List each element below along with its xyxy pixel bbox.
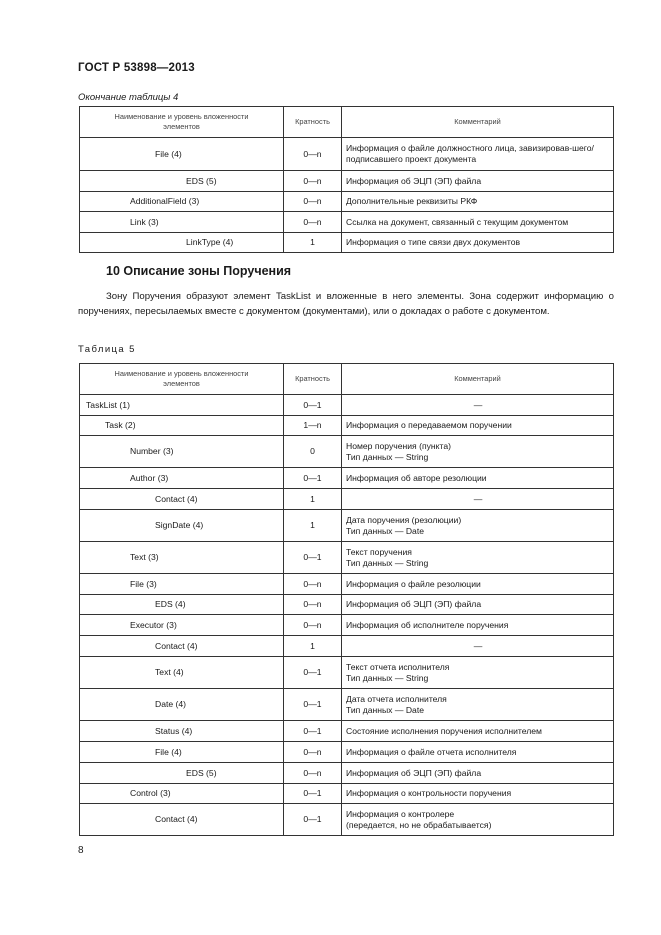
comment-cell (342, 742, 614, 763)
comment-line: Информация о файле отчета исполнителя (346, 746, 517, 757)
comment-line: Информация об ЭЦП (ЭП) файла (346, 767, 482, 778)
comment-cell (342, 595, 614, 615)
element-name-cell: EDS (5) (80, 171, 284, 192)
element-name-cell: Executor (3) (80, 615, 284, 636)
comment-line-2: Тип данных — String (346, 672, 429, 683)
comment-line: — (473, 399, 483, 410)
comment-cell (342, 542, 614, 574)
comment-cell (342, 233, 614, 253)
element-name-cell: Contact (4) (80, 489, 284, 510)
table-row (80, 636, 614, 657)
comment-cell (342, 468, 614, 489)
comment-line: Информация о контролере (346, 808, 455, 819)
multiplicity-cell: 1 (284, 510, 342, 542)
element-name-cell: Author (3) (80, 468, 284, 489)
multiplicity-cell: 0—1 (284, 468, 342, 489)
multiplicity-cell: 0—n (284, 595, 342, 615)
column-header-name: Наименование и уровень вложенности элементов (80, 364, 284, 395)
comment-line-2: Тип данных — Date (346, 704, 424, 715)
element-name-cell: Task (2) (80, 416, 284, 436)
table-header-row (80, 364, 614, 395)
comment-cell (342, 657, 614, 689)
column-header-comment: Комментарий (342, 107, 614, 138)
table5-caption: Таблица 5 (78, 344, 136, 355)
multiplicity-cell: 0—1 (284, 395, 342, 416)
comment-line: Информация об ЭЦП (ЭП) файла (346, 175, 482, 186)
comment-cell (342, 138, 614, 171)
comment-cell (342, 395, 614, 416)
comment-line: Информация о файле должностного лица, завизировав-шего/подписавшего проект документа (346, 143, 594, 164)
multiplicity-cell: 0—1 (284, 542, 342, 574)
table-row (80, 742, 614, 763)
element-name-cell: EDS (5) (80, 763, 284, 784)
multiplicity-cell: 0—1 (284, 784, 342, 804)
comment-cell (342, 721, 614, 742)
element-name-cell: Control (3) (80, 784, 284, 804)
comment-cell (342, 489, 614, 510)
table-row (80, 171, 614, 192)
comment-cell (342, 615, 614, 636)
table4-caption: Окончание таблицы 4 (78, 92, 179, 103)
comment-cell (342, 636, 614, 657)
table-row (80, 763, 614, 784)
multiplicity-cell: 0—1 (284, 657, 342, 689)
comment-cell (342, 171, 614, 192)
document-header: ГОСТ Р 53898—2013 (78, 62, 195, 74)
comment-line: Состояние исполнения поручения исполнителем (346, 725, 542, 736)
element-name-cell: File (4) (80, 138, 284, 171)
element-name-cell: Link (3) (80, 212, 284, 233)
table-row (80, 416, 614, 436)
page-number: 8 (78, 845, 84, 856)
comment-cell (342, 416, 614, 436)
comment-line-2: Тип данных — String (346, 557, 429, 568)
column-header-multiplicity: Кратность (284, 364, 342, 395)
table-row (80, 689, 614, 721)
element-name-cell: LinkType (4) (80, 233, 284, 253)
paragraph-text: Зону Поручения образуют элемент TaskList и вложенные в него элементы. Зона содержит информацию о поручениях, пересылаемых вместе с документом (документами), или о докладах о работе с документом. (78, 291, 614, 317)
comment-line: Информация об исполнителе поручения (346, 619, 509, 630)
table4-body (80, 138, 614, 253)
comment-cell (342, 436, 614, 468)
element-name-cell: TaskList (1) (80, 395, 284, 416)
section-title: 10 Описание зоны Поручения (106, 264, 292, 278)
element-name-cell: Contact (4) (80, 636, 284, 657)
table-row (80, 595, 614, 615)
element-name-cell: File (3) (80, 574, 284, 595)
element-name-cell: File (4) (80, 742, 284, 763)
multiplicity-cell: 1 (284, 233, 342, 253)
multiplicity-cell: 0—n (284, 574, 342, 595)
element-name-cell: Contact (4) (80, 804, 284, 836)
multiplicity-cell: 0 (284, 436, 342, 468)
table-row (80, 721, 614, 742)
multiplicity-cell: 0—1 (284, 689, 342, 721)
comment-cell (342, 510, 614, 542)
comment-line: — (473, 493, 483, 504)
multiplicity-cell: 0—n (284, 192, 342, 212)
table-row (80, 615, 614, 636)
multiplicity-cell: 0—n (284, 615, 342, 636)
multiplicity-cell: 0—n (284, 763, 342, 784)
table-row (80, 192, 614, 212)
comment-cell (342, 212, 614, 233)
element-name-cell: SignDate (4) (80, 510, 284, 542)
element-name-cell: Status (4) (80, 721, 284, 742)
comment-line: Дата отчета исполнителя (346, 693, 447, 704)
comment-cell (342, 784, 614, 804)
comment-line: — (473, 640, 483, 651)
comment-cell (342, 763, 614, 784)
table-row (80, 436, 614, 468)
table-row (80, 542, 614, 574)
comment-line: Дата поручения (резолюции) (346, 514, 462, 525)
element-name-cell: Date (4) (80, 689, 284, 721)
comment-line: Ссылка на документ, связанный с текущим документом (346, 216, 569, 227)
element-name-cell: AdditionalField (3) (80, 192, 284, 212)
comment-line: Информация о файле резолюции (346, 578, 481, 589)
element-name-cell: Text (3) (80, 542, 284, 574)
table-row (80, 468, 614, 489)
multiplicity-cell: 0—n (284, 742, 342, 763)
table-header-row (80, 107, 614, 138)
table-5 (79, 363, 614, 836)
table-row (80, 212, 614, 233)
table-row (80, 574, 614, 595)
element-name-cell: Number (3) (80, 436, 284, 468)
element-name-cell: EDS (4) (80, 595, 284, 615)
table-row (80, 510, 614, 542)
table-row (80, 784, 614, 804)
comment-line: Информация об авторе резолюции (346, 472, 487, 483)
section-paragraph (78, 290, 614, 319)
comment-line: Информация о передаваемом поручении (346, 420, 512, 430)
table-row (80, 233, 614, 253)
comment-cell (342, 574, 614, 595)
table-4 (79, 106, 614, 253)
element-name-cell: Text (4) (80, 657, 284, 689)
table-row (80, 489, 614, 510)
comment-line: Информация о типе связи двух документов (346, 237, 521, 247)
table-row (80, 657, 614, 689)
table-row (80, 804, 614, 836)
comment-line: Информация о контрольности поручения (346, 788, 512, 798)
comment-cell (342, 689, 614, 721)
comment-line-2: (передается, но не обрабатывается) (346, 819, 492, 830)
comment-line-2: Тип данных — Date (346, 525, 424, 536)
comment-line: Текст поручения (346, 546, 412, 557)
comment-line: Информация об ЭЦП (ЭП) файла (346, 599, 482, 609)
table5-body (80, 395, 614, 836)
comment-line-2: Тип данных — String (346, 451, 429, 462)
multiplicity-cell: 0—n (284, 171, 342, 192)
multiplicity-cell: 1—n (284, 416, 342, 436)
comment-line: Номер поручения (пункта) (346, 440, 451, 451)
table-row (80, 138, 614, 171)
column-header-comment: Комментарий (342, 364, 614, 395)
column-header-name: Наименование и уровень вложенности элементов (80, 107, 284, 138)
multiplicity-cell: 0—1 (284, 721, 342, 742)
multiplicity-cell: 0—n (284, 138, 342, 171)
column-header-multiplicity: Кратность (284, 107, 342, 138)
comment-cell (342, 192, 614, 212)
comment-line: Текст отчета исполнителя (346, 661, 450, 672)
multiplicity-cell: 0—1 (284, 804, 342, 836)
multiplicity-cell: 1 (284, 489, 342, 510)
comment-line: Дополнительные реквизиты РКФ (346, 196, 478, 206)
comment-cell (342, 804, 614, 836)
table-row (80, 395, 614, 416)
multiplicity-cell: 1 (284, 636, 342, 657)
multiplicity-cell: 0—n (284, 212, 342, 233)
